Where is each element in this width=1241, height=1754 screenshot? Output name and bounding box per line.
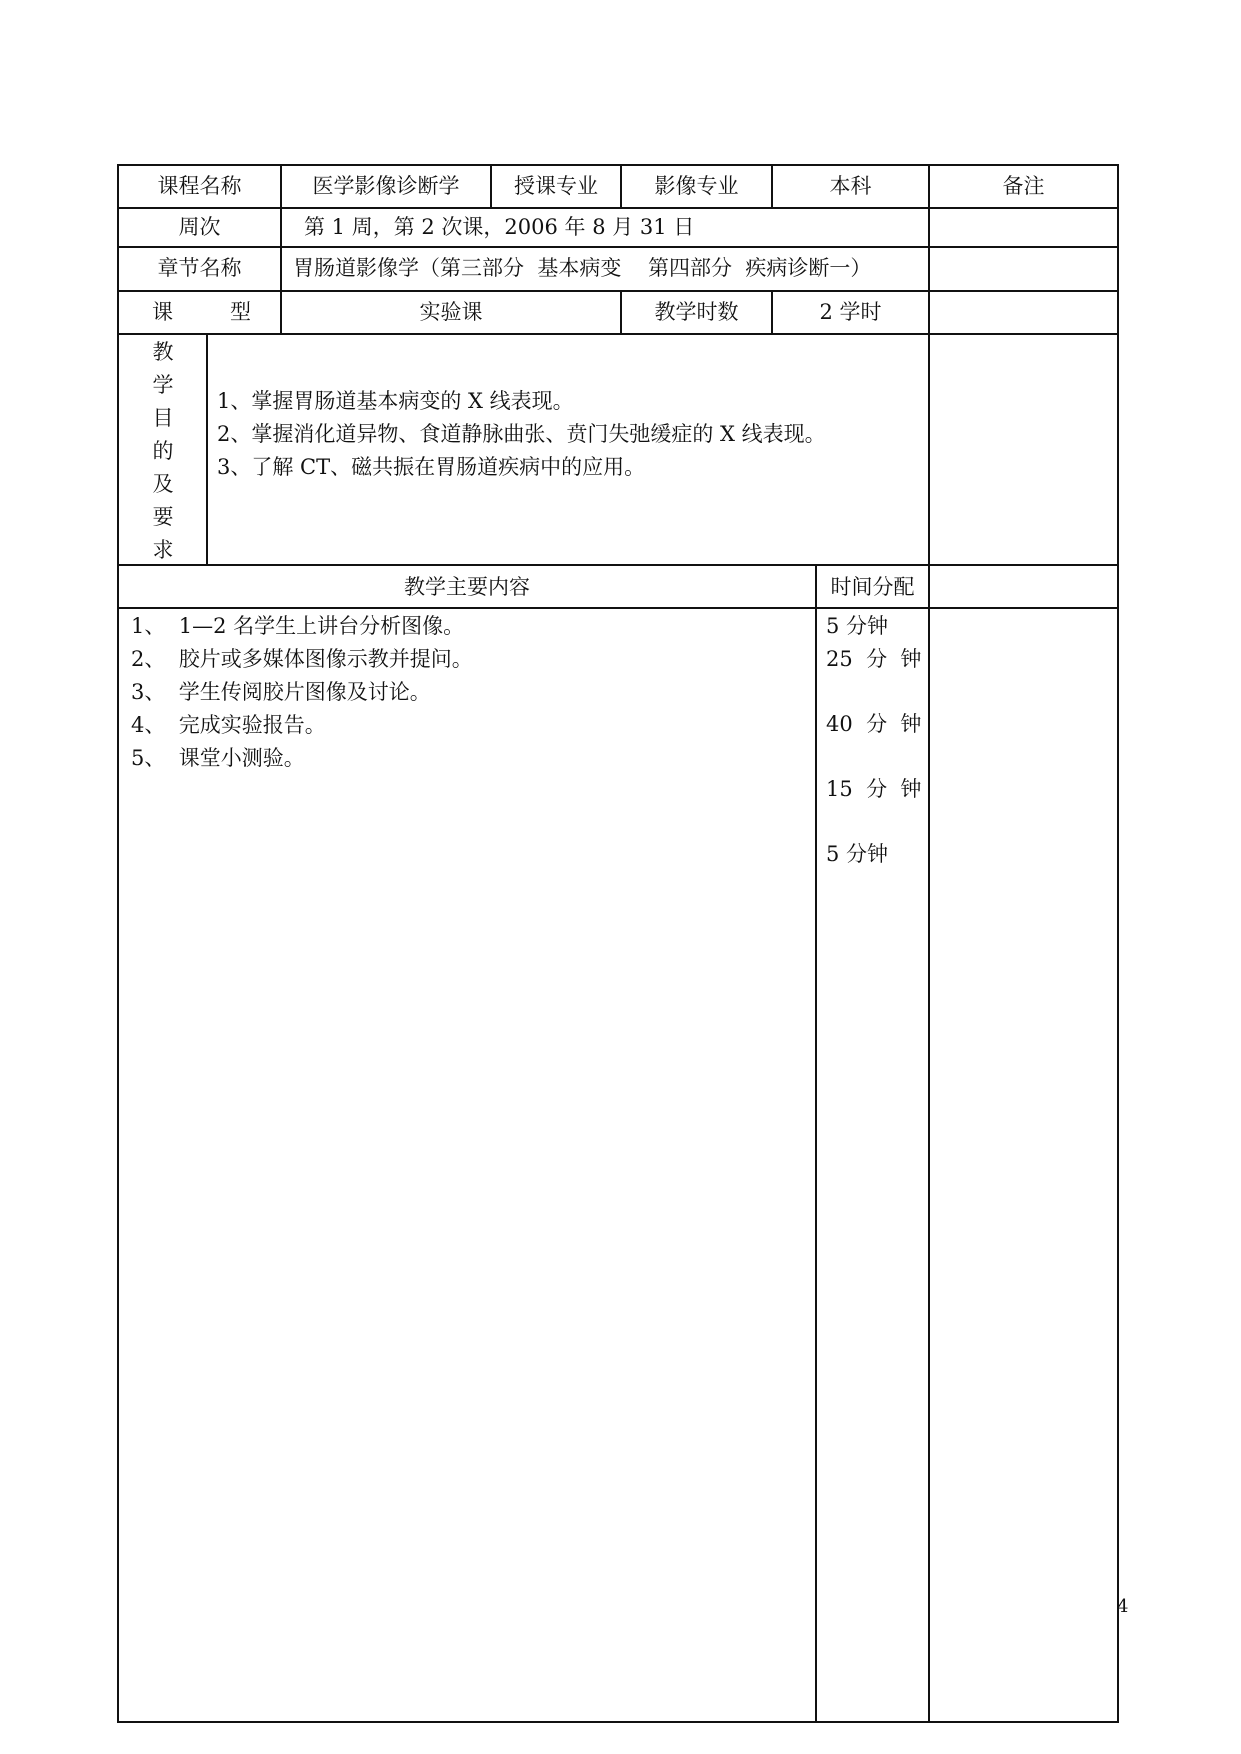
rule [117, 290, 1119, 292]
rule [280, 207, 282, 291]
rule [815, 564, 817, 1723]
objective-item: 3、了解 CT、磁共振在胃肠道疾病中的应用。 [217, 455, 646, 479]
objective-item: 1、掌握胃肠道基本病变的 X 线表现。 [217, 389, 574, 413]
chapter-label: 章节名称 [157, 256, 242, 280]
content-item: 5、 课堂小测验。 [131, 746, 305, 770]
rule [117, 246, 1119, 248]
rule [117, 607, 1119, 609]
content-item: 2、 胶片或多媒体图像示教并提问。 [131, 647, 473, 671]
lesson-type-label-1: 课 [152, 300, 173, 324]
hours-label: 教学时数 [654, 300, 739, 324]
page-number: 4 [1117, 1596, 1129, 1617]
content-item: 4、 完成实验报告。 [131, 713, 326, 737]
lesson-type-label-2: 型 [230, 300, 251, 324]
objectives-label-char: 目 [152, 406, 174, 430]
content-item: 3、 学生传阅胶片图像及讨论。 [131, 680, 431, 704]
objectives-label-char: 教 [152, 340, 174, 364]
lesson-type-value: 实验课 [419, 300, 483, 324]
hours-value: 2 学时 [819, 300, 882, 324]
objective-item: 2、掌握消化道异物、食道静脉曲张、贲门失弛缓症的 X 线表现。 [217, 422, 826, 446]
major-value: 影像专业 [654, 174, 739, 198]
time-item: 5 分钟 [826, 614, 889, 638]
rule [117, 164, 119, 1723]
course-name-value: 医学影像诊断学 [312, 174, 460, 198]
content-item: 1、 1—2 名学生上讲台分析图像。 [131, 614, 465, 638]
rule [117, 164, 1119, 166]
objectives-label-char: 及 [152, 472, 174, 496]
remarks-label: 备注 [1002, 174, 1045, 198]
major-label: 授课专业 [514, 174, 598, 198]
level-value: 本科 [829, 174, 872, 198]
time-item: 25 分 钟 [826, 647, 922, 671]
rule [117, 207, 1119, 209]
time-item: 40 分 钟 [826, 712, 922, 736]
rule [928, 164, 930, 1723]
week-value: 第 1 周，第 2 次课，2006 年 8 月 31 日 [304, 215, 695, 239]
content-header: 教学主要内容 [404, 575, 530, 599]
rule [117, 333, 1119, 335]
objectives-label-char: 要 [152, 505, 174, 529]
time-item: 5 分钟 [826, 842, 889, 866]
course-name-label: 课程名称 [157, 174, 242, 198]
objectives-label-char: 的 [152, 439, 174, 463]
week-label: 周次 [178, 215, 221, 239]
rule [117, 1721, 1119, 1723]
chapter-value: 胃肠道影像学（第三部分 基本病变 第四部分 疾病诊断一） [293, 256, 872, 280]
objectives-label-char: 学 [152, 373, 174, 397]
time-allocation-header: 时间分配 [830, 575, 915, 599]
rule [1117, 164, 1119, 1723]
time-item: 15 分 钟 [826, 777, 922, 801]
objectives-label-char: 求 [152, 538, 174, 562]
rule [206, 333, 208, 566]
rule [117, 564, 1119, 566]
